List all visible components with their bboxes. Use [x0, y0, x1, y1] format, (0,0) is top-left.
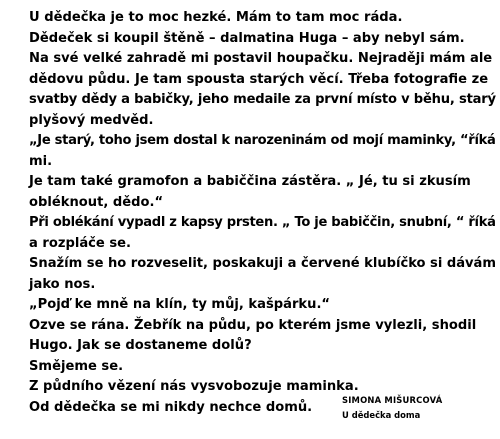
story-line: „Je starý, toho jsem dostal k narozeninám od mojí maminky, “říká	[29, 133, 496, 148]
story-line: U dědečka je to moc hezké. Mám to tam moc ráda.	[29, 10, 403, 25]
story-line: plyšový medvěd.	[29, 112, 154, 128]
story-line: Ozve se rána. Žebřík na půdu, po kterém jsme vylezli, shodil	[29, 317, 477, 333]
story-line: mi.	[29, 153, 53, 169]
story-line: Hugo. Jak se dostaneme dolů?	[29, 338, 252, 353]
author-name: SIMONA MIŠURCOVÁ	[342, 395, 443, 405]
story-line: Při oblékání vypadl z kapsy prsten. „ To je babiččin, snubní, “ říká	[29, 215, 496, 230]
story-line: obléknout, dědo.“	[29, 194, 164, 210]
story-line: Z půdního vězení nás vysvobozuje maminka.	[29, 379, 359, 394]
story-line: dědovu půdu. Je tam spousta starých věcí. Třeba fotografie ze	[29, 71, 489, 87]
story-line: Na své velké zahradě mi postavil houpačku. Nejraději mám ale	[29, 51, 493, 66]
story-line: „Pojď ke mně na klín, ty můj, kašpárku.“	[29, 297, 331, 312]
story-line: a rozpláče se.	[29, 235, 132, 251]
story-line: Smějeme se.	[29, 358, 124, 374]
story-line: Dědeček si koupil štěně – dalmatina Huga – aby nebyl sám.	[29, 30, 465, 46]
story-line: Snažím se ho rozveselit, poskakuji a červené klubíčko si dávám	[29, 256, 496, 271]
story-title: U dědečka doma	[342, 410, 421, 420]
story-line: svatby dědy a babičky, jeho medaile za první místo v běhu, starý	[29, 92, 496, 107]
story-line: jako nos.	[29, 276, 96, 292]
story-line: Od dědečka se mi nikdy nechce domů.	[29, 399, 313, 415]
story-text	[29, 8, 494, 418]
story-line: Je tam také gramofon a babiččina zástěra. „ Jé, tu si zkusím	[29, 174, 471, 189]
